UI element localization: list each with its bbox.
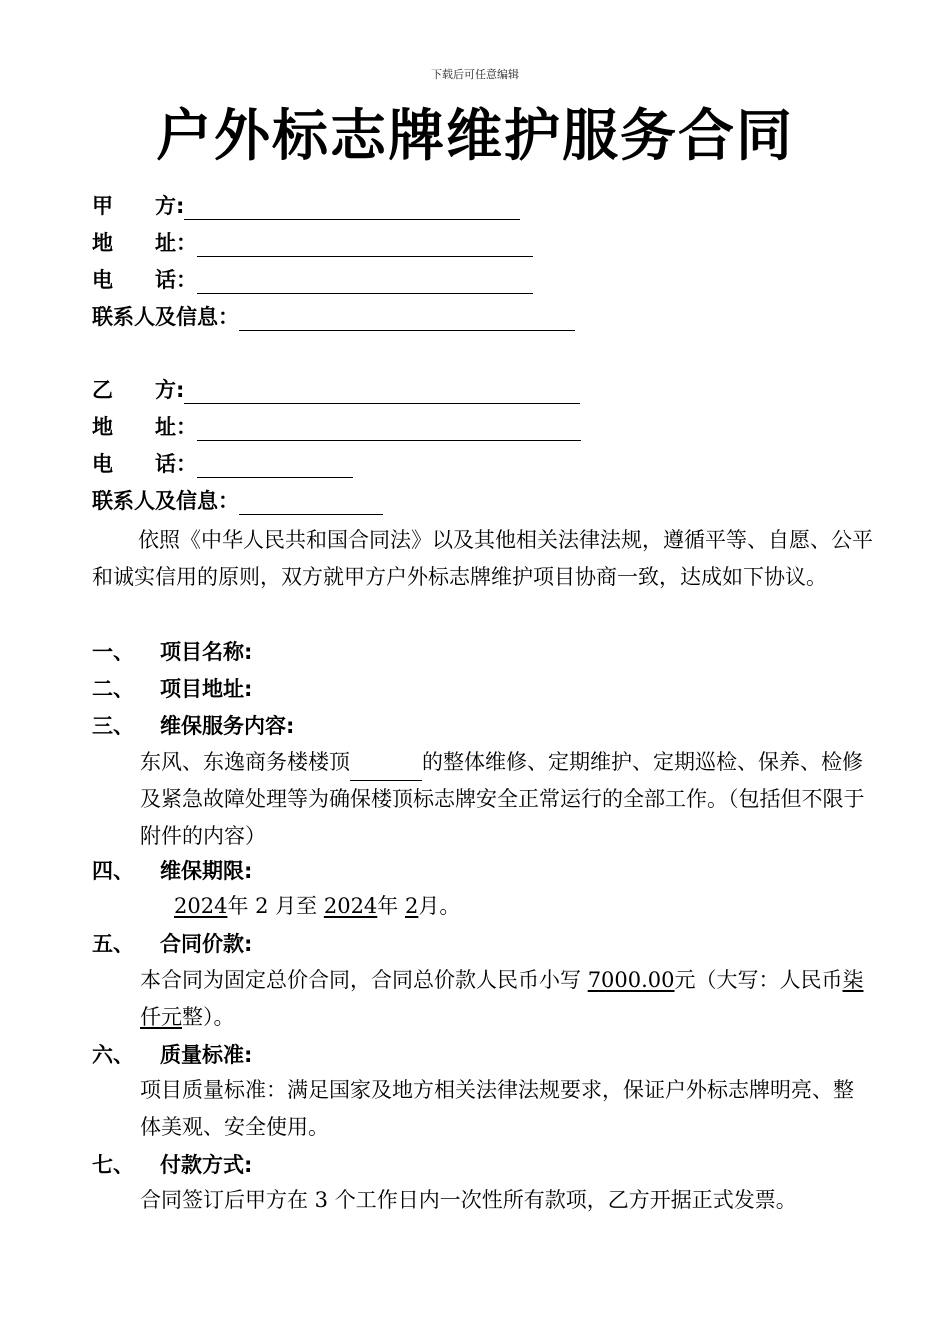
section-5-title: 合同价款: (160, 932, 253, 956)
price-amount: 7000.00 (587, 968, 675, 992)
party-a-contact-label: 联系人及信息： (92, 305, 239, 329)
section-2-number: 二、 (92, 677, 134, 701)
party-b-phone-blank[interactable] (197, 453, 353, 478)
section-7-body: 合同签订后甲方在 3 个工作日内一次性所有款项，乙方开据正式发票。 (140, 1188, 797, 1212)
section-3-heading (92, 710, 294, 740)
section-6-body: 项目质量标准：满足国家及地方相关法律法规要求，保证户外标志牌明亮、整体美观、安全使用。 (140, 1078, 854, 1139)
party-a-address-label: 地 址： (92, 231, 197, 255)
section-3-text-before: 东风、东逸商务楼楼顶 (140, 750, 350, 774)
section-4-body (174, 888, 874, 925)
section-2-title: 项目地址: (160, 677, 253, 701)
party-a-label: 甲 方: (92, 194, 185, 218)
party-a-blank[interactable] (184, 195, 520, 220)
section-4-title: 维保期限: (160, 859, 253, 883)
term-text-3: 月。 (418, 894, 461, 918)
term-text-2: 年 (377, 894, 405, 918)
price-text-1: 本合同为固定总价合同，合同总价款人民币小写 (140, 968, 588, 992)
section-5-body (140, 962, 870, 1036)
term-start-year: 2024 (174, 894, 228, 918)
price-amount-words: 柒仟元 (140, 968, 864, 1029)
party-b-label: 乙 方: (92, 378, 185, 402)
section-2-heading (92, 673, 252, 703)
party-b-blank[interactable] (184, 379, 580, 404)
party-b-phone-label: 电 话： (92, 452, 197, 476)
party-b-address-field (92, 411, 581, 441)
party-b-address-blank[interactable] (197, 416, 581, 441)
party-a-address-field (92, 227, 533, 257)
header-note: 下载后可任意编辑 (431, 68, 519, 81)
section-6-heading (92, 1039, 252, 1069)
party-a-phone-label: 电 话： (92, 268, 197, 292)
section-6-title: 质量标准: (160, 1043, 253, 1067)
party-b-contact-blank[interactable] (239, 490, 383, 515)
party-b-contact-field (92, 485, 383, 515)
section-3-blank[interactable] (350, 758, 422, 781)
section-3-number: 三、 (92, 714, 134, 738)
party-a-phone-field (92, 264, 533, 294)
party-b-phone-field (92, 448, 353, 478)
party-b-field (92, 374, 580, 404)
section-6-number: 六、 (92, 1043, 134, 1067)
section-3-title: 维保服务内容: (160, 714, 295, 738)
party-a-contact-blank[interactable] (239, 306, 575, 331)
party-b-contact-label: 联系人及信息： (92, 489, 239, 513)
party-b-address-label: 地 址： (92, 415, 197, 439)
section-1-number: 一、 (92, 640, 134, 664)
party-a-field (92, 190, 520, 220)
party-a-contact-field (92, 301, 575, 331)
party-a-phone-blank[interactable] (197, 269, 533, 294)
term-end-month: 2 (404, 894, 419, 918)
section-7-heading (92, 1149, 252, 1179)
section-1-heading (92, 636, 252, 666)
section-3-text-after: 的整体维修、定期维护、定期巡检、保养、检修及紧急故障处理等为确保楼顶标志牌安全正常运行的全部工作。（包括但不限于附件的内容） (140, 750, 865, 848)
intro-paragraph: 依照《中华人民共和国合同法》以及其他相关法律法规，遵循平等、自愿、公平和诚实信用的原则，双方就甲方户外标志牌维护项目协商一致，达成如下协议。 (92, 528, 873, 589)
price-text-2: 元（大写：人民币 (674, 968, 843, 992)
term-end-year: 2024 (323, 894, 378, 918)
section-5-heading (92, 928, 252, 958)
section-3-body (140, 744, 870, 855)
document-title: 户外标志牌维护服务合同 (156, 104, 794, 169)
party-a-address-blank[interactable] (197, 232, 533, 257)
section-4-number: 四、 (92, 859, 134, 883)
section-4-heading (92, 855, 252, 885)
term-text-1: 年 2 月至 (227, 894, 324, 918)
price-text-3: 整）。 (182, 1005, 235, 1029)
section-7-title: 付款方式: (160, 1153, 253, 1177)
section-7-number: 七、 (92, 1153, 134, 1177)
section-1-title: 项目名称: (160, 640, 253, 664)
section-5-number: 五、 (92, 932, 134, 956)
